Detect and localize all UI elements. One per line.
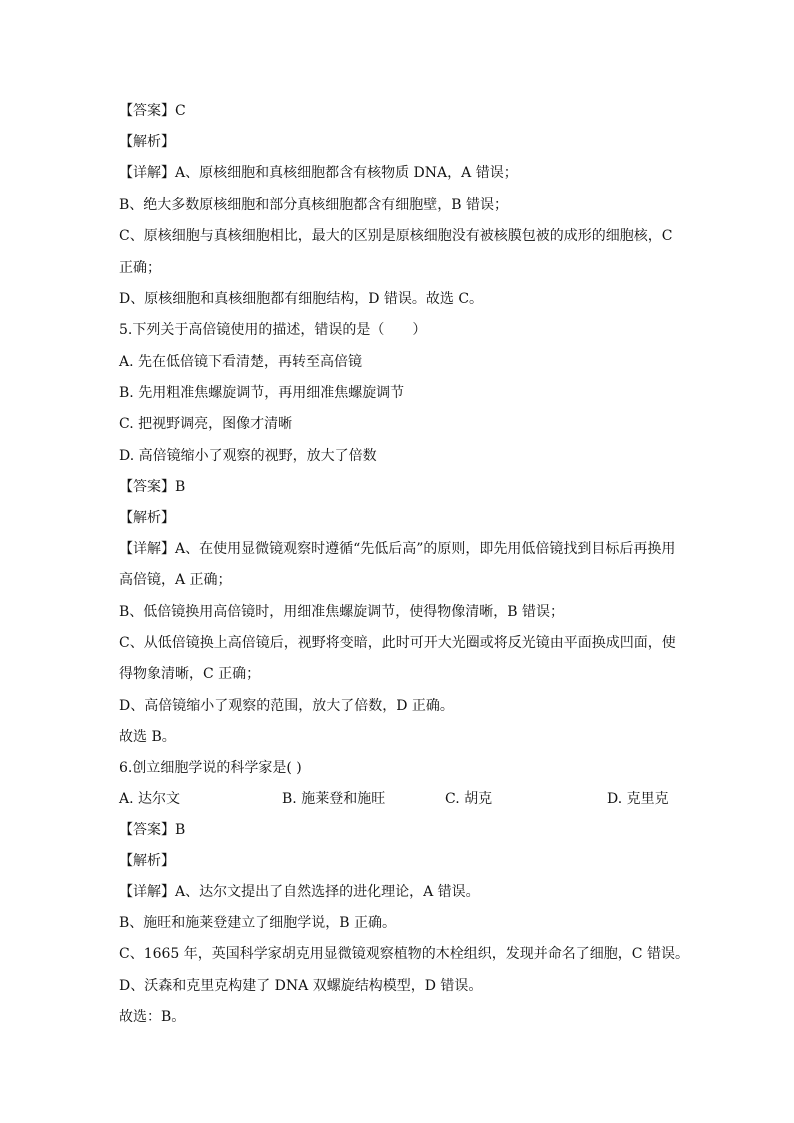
q4-analysis-heading: 【解析】	[119, 134, 175, 150]
q6-analysis-heading: 【解析】	[119, 853, 175, 869]
q5-detail-4: D、高倍镜缩小了观察的范围，放大了倍数，D 正确。	[119, 698, 454, 714]
q5-option-c: C. 把视野调亮，图像才清晰	[119, 416, 293, 432]
q6-detail-3: C、1665 年，英国科学家胡克用显微镜观察植物的木栓组织，发现并命名了细胞，C 错误。	[119, 946, 689, 962]
q5-detail-3b: 得物象清晰，C 正确；	[119, 666, 261, 682]
q4-detail-3b: 正确；	[119, 260, 161, 276]
q6-answer: 【答案】B	[119, 822, 186, 838]
q6-conclusion: 故选：B。	[119, 1009, 186, 1025]
q4-detail-3a: C、原核细胞与真核细胞相比，最大的区别是原核细胞没有被核膜包被的成形的细胞核，C	[119, 228, 673, 244]
q4-detail-4: D、原核细胞和真核细胞都有细胞结构，D 错误。故选 C。	[119, 291, 484, 307]
q4-detail-2: B、绝大多数原核细胞和部分真核细胞都含有细胞壁，B 错误；	[119, 197, 509, 213]
q5-analysis-heading: 【解析】	[119, 510, 175, 526]
q6-option-d: D. 克里克	[607, 791, 669, 807]
q6-option-c: C. 胡克	[445, 791, 493, 807]
q5-answer: 【答案】B	[119, 479, 186, 495]
q6-detail-1: 【详解】A、达尔文提出了自然选择的进化理论，A 错误。	[119, 884, 480, 900]
q6-detail-4: D、沃森和克里克构建了 DNA 双螺旋结构模型，D 错误。	[119, 978, 483, 994]
q5-option-b: B. 先用粗准焦螺旋调节，再用细准焦螺旋调节	[119, 385, 405, 401]
q5-conclusion: 故选 B。	[119, 729, 176, 745]
q5-option-a: A. 先在低倍镜下看清楚，再转至高倍镜	[119, 354, 363, 370]
q6-option-a: A. 达尔文	[119, 791, 181, 807]
q5-question: 5.下列关于高倍镜使用的描述，错误的是（ ）	[119, 322, 427, 338]
q5-option-d: D. 高倍镜缩小了观察的视野，放大了倍数	[119, 448, 377, 464]
q6-question: 6.创立细胞学说的科学家是( )	[119, 760, 302, 776]
q5-detail-2: B、低倍镜换用高倍镜时，用细准焦螺旋调节，使得物像清晰，B 错误；	[119, 604, 565, 620]
q4-answer: 【答案】C	[119, 103, 186, 119]
q6-option-b: B. 施莱登和施旺	[282, 791, 386, 807]
q5-detail-3a: C、从低倍镜换上高倍镜后，视野将变暗，此时可开大光圈或将反光镜由平面换成凹面，使	[119, 635, 676, 651]
q5-detail-1a: 【详解】A、在使用显微镜观察时遵循“先低后高”的原则，即先用低倍镜找到目标后再换用	[119, 541, 676, 557]
q4-detail-1: 【详解】A、原核细胞和真核细胞都含有核物质 DNA，A 错误；	[119, 165, 518, 181]
q6-detail-2: B、施旺和施莱登建立了细胞学说，B 正确。	[119, 915, 397, 931]
q5-detail-1b: 高倍镜，A 正确；	[119, 572, 232, 588]
